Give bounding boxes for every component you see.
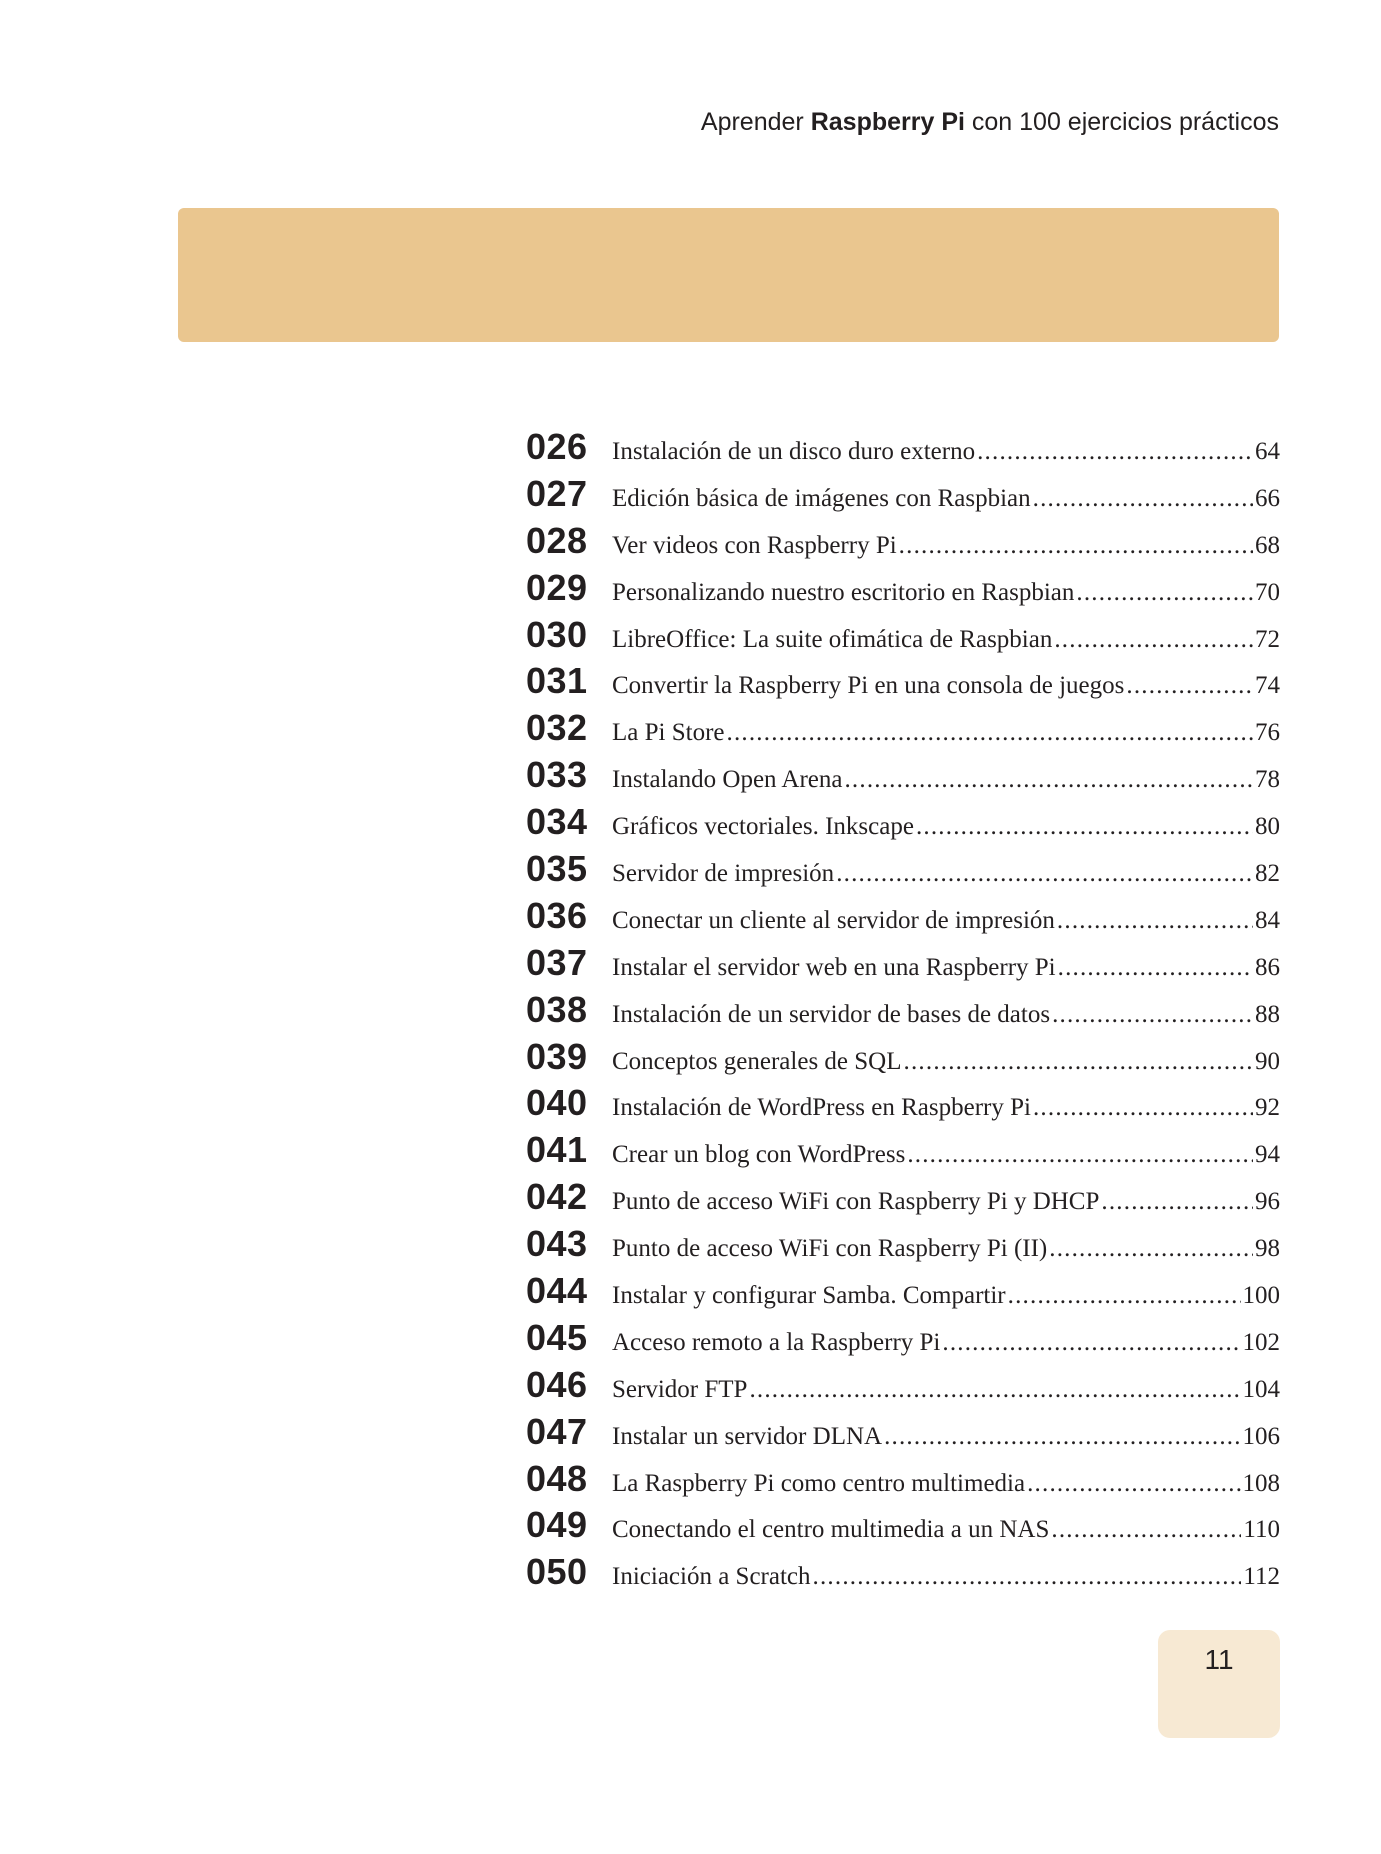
toc-entry-number: 028 xyxy=(526,519,588,561)
header-book-name: Raspberry Pi xyxy=(810,108,965,136)
toc-entry-number: 026 xyxy=(526,426,588,467)
toc-entry-title: Servidor de impresión xyxy=(612,860,835,888)
toc-entry-page: 98 xyxy=(1255,1235,1280,1263)
toc-entry[interactable] xyxy=(526,1364,1280,1411)
toc-entry-page: 68 xyxy=(1255,531,1280,559)
toc-entry[interactable] xyxy=(526,614,1280,661)
toc-entry[interactable] xyxy=(526,520,1280,567)
toc-entry-number: 031 xyxy=(526,660,588,702)
toc-entry-page: 88 xyxy=(1255,1000,1280,1028)
toc-dot-leader xyxy=(907,1141,1253,1169)
toc-entry-title: Conectar un cliente al servidor de impresión xyxy=(612,906,1055,934)
toc-dot-leader xyxy=(749,1376,1240,1404)
header-suffix: con 100 ejercicios prácticos xyxy=(964,108,1279,136)
toc-entry-title: Instalando Open Arena xyxy=(612,766,843,794)
toc-entry-title: LibreOffice: La suite ofimática de Raspbian xyxy=(612,625,1053,653)
toc-entry-page: 108 xyxy=(1242,1469,1280,1497)
toc-entry[interactable] xyxy=(526,660,1280,707)
page-number: 11 xyxy=(1204,1644,1234,1675)
toc-entry-title: Instalar un servidor DLNA xyxy=(612,1422,883,1450)
toc-dot-leader xyxy=(813,1563,1242,1591)
toc-entry-page: 110 xyxy=(1243,1516,1280,1544)
toc-entry-title: Punto de acceso WiFi con Raspberry Pi y DHCP xyxy=(612,1188,1100,1216)
toc-entry-number: 044 xyxy=(526,1270,588,1312)
toc-entry-page: 112 xyxy=(1243,1563,1280,1591)
toc-dot-leader xyxy=(899,532,1253,560)
toc-entry-page: 86 xyxy=(1255,953,1280,981)
toc-entry[interactable] xyxy=(526,473,1280,520)
toc-entry-page: 84 xyxy=(1255,906,1280,934)
toc-dot-leader xyxy=(844,766,1253,794)
toc-dot-leader xyxy=(836,860,1253,888)
toc-entry-title: Iniciación a Scratch xyxy=(612,1563,811,1591)
toc-entry[interactable] xyxy=(526,848,1280,895)
toc-entry[interactable] xyxy=(526,1036,1280,1083)
page-number-tab xyxy=(1158,1630,1280,1738)
toc-entry-number: 041 xyxy=(526,1129,588,1171)
toc-entry-number: 047 xyxy=(526,1410,588,1452)
toc-entry-page: 70 xyxy=(1255,578,1280,606)
toc-entry[interactable] xyxy=(526,1176,1280,1223)
toc-entry-number: 036 xyxy=(526,894,588,936)
toc-entry-number: 040 xyxy=(526,1082,588,1124)
toc-entry-page: 76 xyxy=(1255,719,1280,747)
toc-dot-leader xyxy=(1054,626,1253,654)
header-prefix: Aprender xyxy=(700,108,811,136)
toc-entry[interactable] xyxy=(526,989,1280,1036)
toc-entry-title: Instalación de un disco duro externo xyxy=(612,438,976,465)
toc-entry-title: Conceptos generales de SQL xyxy=(612,1047,902,1075)
toc-entry[interactable] xyxy=(526,754,1280,801)
toc-entry-title: Personalizando nuestro escritorio en Raspbian xyxy=(612,578,1075,606)
toc-entry-page: 64 xyxy=(1255,438,1280,465)
toc-dot-leader xyxy=(1101,1188,1253,1216)
toc-entry-page: 94 xyxy=(1255,1141,1280,1169)
toc-entry[interactable] xyxy=(526,1458,1280,1505)
toc-entry-page: 104 xyxy=(1242,1375,1280,1403)
toc-entry-title: Ver videos con Raspberry Pi xyxy=(612,531,897,559)
toc-entry[interactable] xyxy=(526,1082,1280,1129)
toc-dot-leader xyxy=(1052,1001,1253,1029)
toc-entry[interactable] xyxy=(526,895,1280,942)
toc-entry-number: 048 xyxy=(526,1457,588,1499)
toc-entry-number: 050 xyxy=(526,1551,588,1593)
toc-entry-title: Conectando el centro multimedia a un NAS xyxy=(612,1516,1050,1544)
toc-entry-number: 046 xyxy=(526,1363,588,1405)
toc-dot-leader xyxy=(1057,907,1253,935)
toc-entry-title: Punto de acceso WiFi con Raspberry Pi (II) xyxy=(612,1235,1048,1263)
toc-entry-number: 035 xyxy=(526,848,588,890)
toc-entry[interactable] xyxy=(526,1270,1280,1317)
toc-entry-page: 92 xyxy=(1255,1094,1280,1122)
toc-dot-leader xyxy=(727,719,1254,747)
toc-entry-title: Servidor FTP xyxy=(612,1375,748,1403)
toc-dot-leader xyxy=(916,813,1253,841)
toc-entry-page: 96 xyxy=(1255,1188,1280,1216)
chapter-banner xyxy=(178,208,1279,342)
toc-entry[interactable] xyxy=(526,1504,1280,1551)
toc-entry-number: 030 xyxy=(526,613,588,655)
toc-entry-number: 042 xyxy=(526,1176,588,1218)
toc-entry-page: 78 xyxy=(1255,766,1280,794)
toc-entry-page: 90 xyxy=(1255,1047,1280,1075)
toc-dot-leader xyxy=(942,1329,1240,1357)
toc-entry-page: 100 xyxy=(1242,1282,1280,1310)
toc-dot-leader xyxy=(1049,1235,1253,1263)
toc-entry[interactable] xyxy=(526,1411,1280,1458)
toc-entry-title: Crear un blog con WordPress xyxy=(612,1141,906,1169)
toc-entry[interactable] xyxy=(526,426,1280,473)
toc-entry-number: 037 xyxy=(526,941,588,983)
toc-entry-page: 102 xyxy=(1242,1328,1280,1356)
toc-entry-number: 038 xyxy=(526,988,588,1030)
toc-entry[interactable] xyxy=(526,567,1280,614)
toc-entry-title: Acceso remoto a la Raspberry Pi xyxy=(612,1328,941,1356)
toc-entry-title: Edición básica de imágenes con Raspbian xyxy=(612,484,1031,512)
toc-entry-number: 034 xyxy=(526,801,588,843)
running-header xyxy=(701,108,1279,137)
toc-entry[interactable] xyxy=(526,707,1280,754)
toc-entry-title: Instalar el servidor web en una Raspberry Pi xyxy=(612,953,1056,981)
toc-entry[interactable] xyxy=(526,1317,1280,1364)
toc-dot-leader xyxy=(904,1048,1253,1076)
toc-dot-leader xyxy=(884,1423,1240,1451)
toc-dot-leader xyxy=(977,438,1253,466)
toc-entry-number: 039 xyxy=(526,1035,588,1077)
toc-entry[interactable] xyxy=(526,942,1280,989)
toc-dot-leader xyxy=(1058,954,1253,982)
toc-dot-leader xyxy=(1033,485,1253,513)
toc-entry-title: Convertir la Raspberry Pi en una consola de juegos xyxy=(612,672,1125,700)
toc-entry-page: 80 xyxy=(1255,813,1280,841)
toc-entry[interactable] xyxy=(526,1551,1280,1598)
toc-entry-number: 033 xyxy=(526,754,588,796)
toc-entry-page: 106 xyxy=(1242,1422,1280,1450)
toc-entry-page: 74 xyxy=(1255,672,1280,700)
toc-dot-leader xyxy=(1126,672,1253,700)
table-of-contents xyxy=(526,426,1280,1598)
toc-entry-title: Instalación de WordPress en Raspberry Pi xyxy=(612,1094,1031,1122)
toc-dot-leader xyxy=(1051,1516,1241,1544)
toc-entry-number: 045 xyxy=(526,1316,588,1358)
toc-entry-number: 049 xyxy=(526,1504,588,1546)
toc-entry[interactable] xyxy=(526,801,1280,848)
toc-dot-leader xyxy=(1008,1282,1241,1310)
toc-dot-leader xyxy=(1033,1094,1253,1122)
toc-entry-page: 66 xyxy=(1255,484,1280,512)
toc-entry[interactable] xyxy=(526,1129,1280,1176)
toc-entry-number: 027 xyxy=(526,472,588,514)
toc-entry-number: 029 xyxy=(526,566,588,608)
toc-dot-leader xyxy=(1027,1470,1240,1498)
toc-entry-title: Instalar y configurar Samba. Compartir xyxy=(612,1282,1006,1310)
toc-entry[interactable] xyxy=(526,1223,1280,1270)
toc-entry-page: 72 xyxy=(1255,625,1280,653)
toc-entry-title: Gráficos vectoriales. Inkscape xyxy=(612,813,914,841)
toc-entry-number: 032 xyxy=(526,707,588,749)
toc-entry-title: Instalación de un servidor de bases de datos xyxy=(612,1000,1051,1028)
toc-entry-title: La Raspberry Pi como centro multimedia xyxy=(612,1469,1026,1497)
toc-entry-number: 043 xyxy=(526,1223,588,1265)
toc-entry-page: 82 xyxy=(1255,860,1280,888)
toc-dot-leader xyxy=(1076,579,1253,607)
toc-entry-title: La Pi Store xyxy=(612,719,725,747)
